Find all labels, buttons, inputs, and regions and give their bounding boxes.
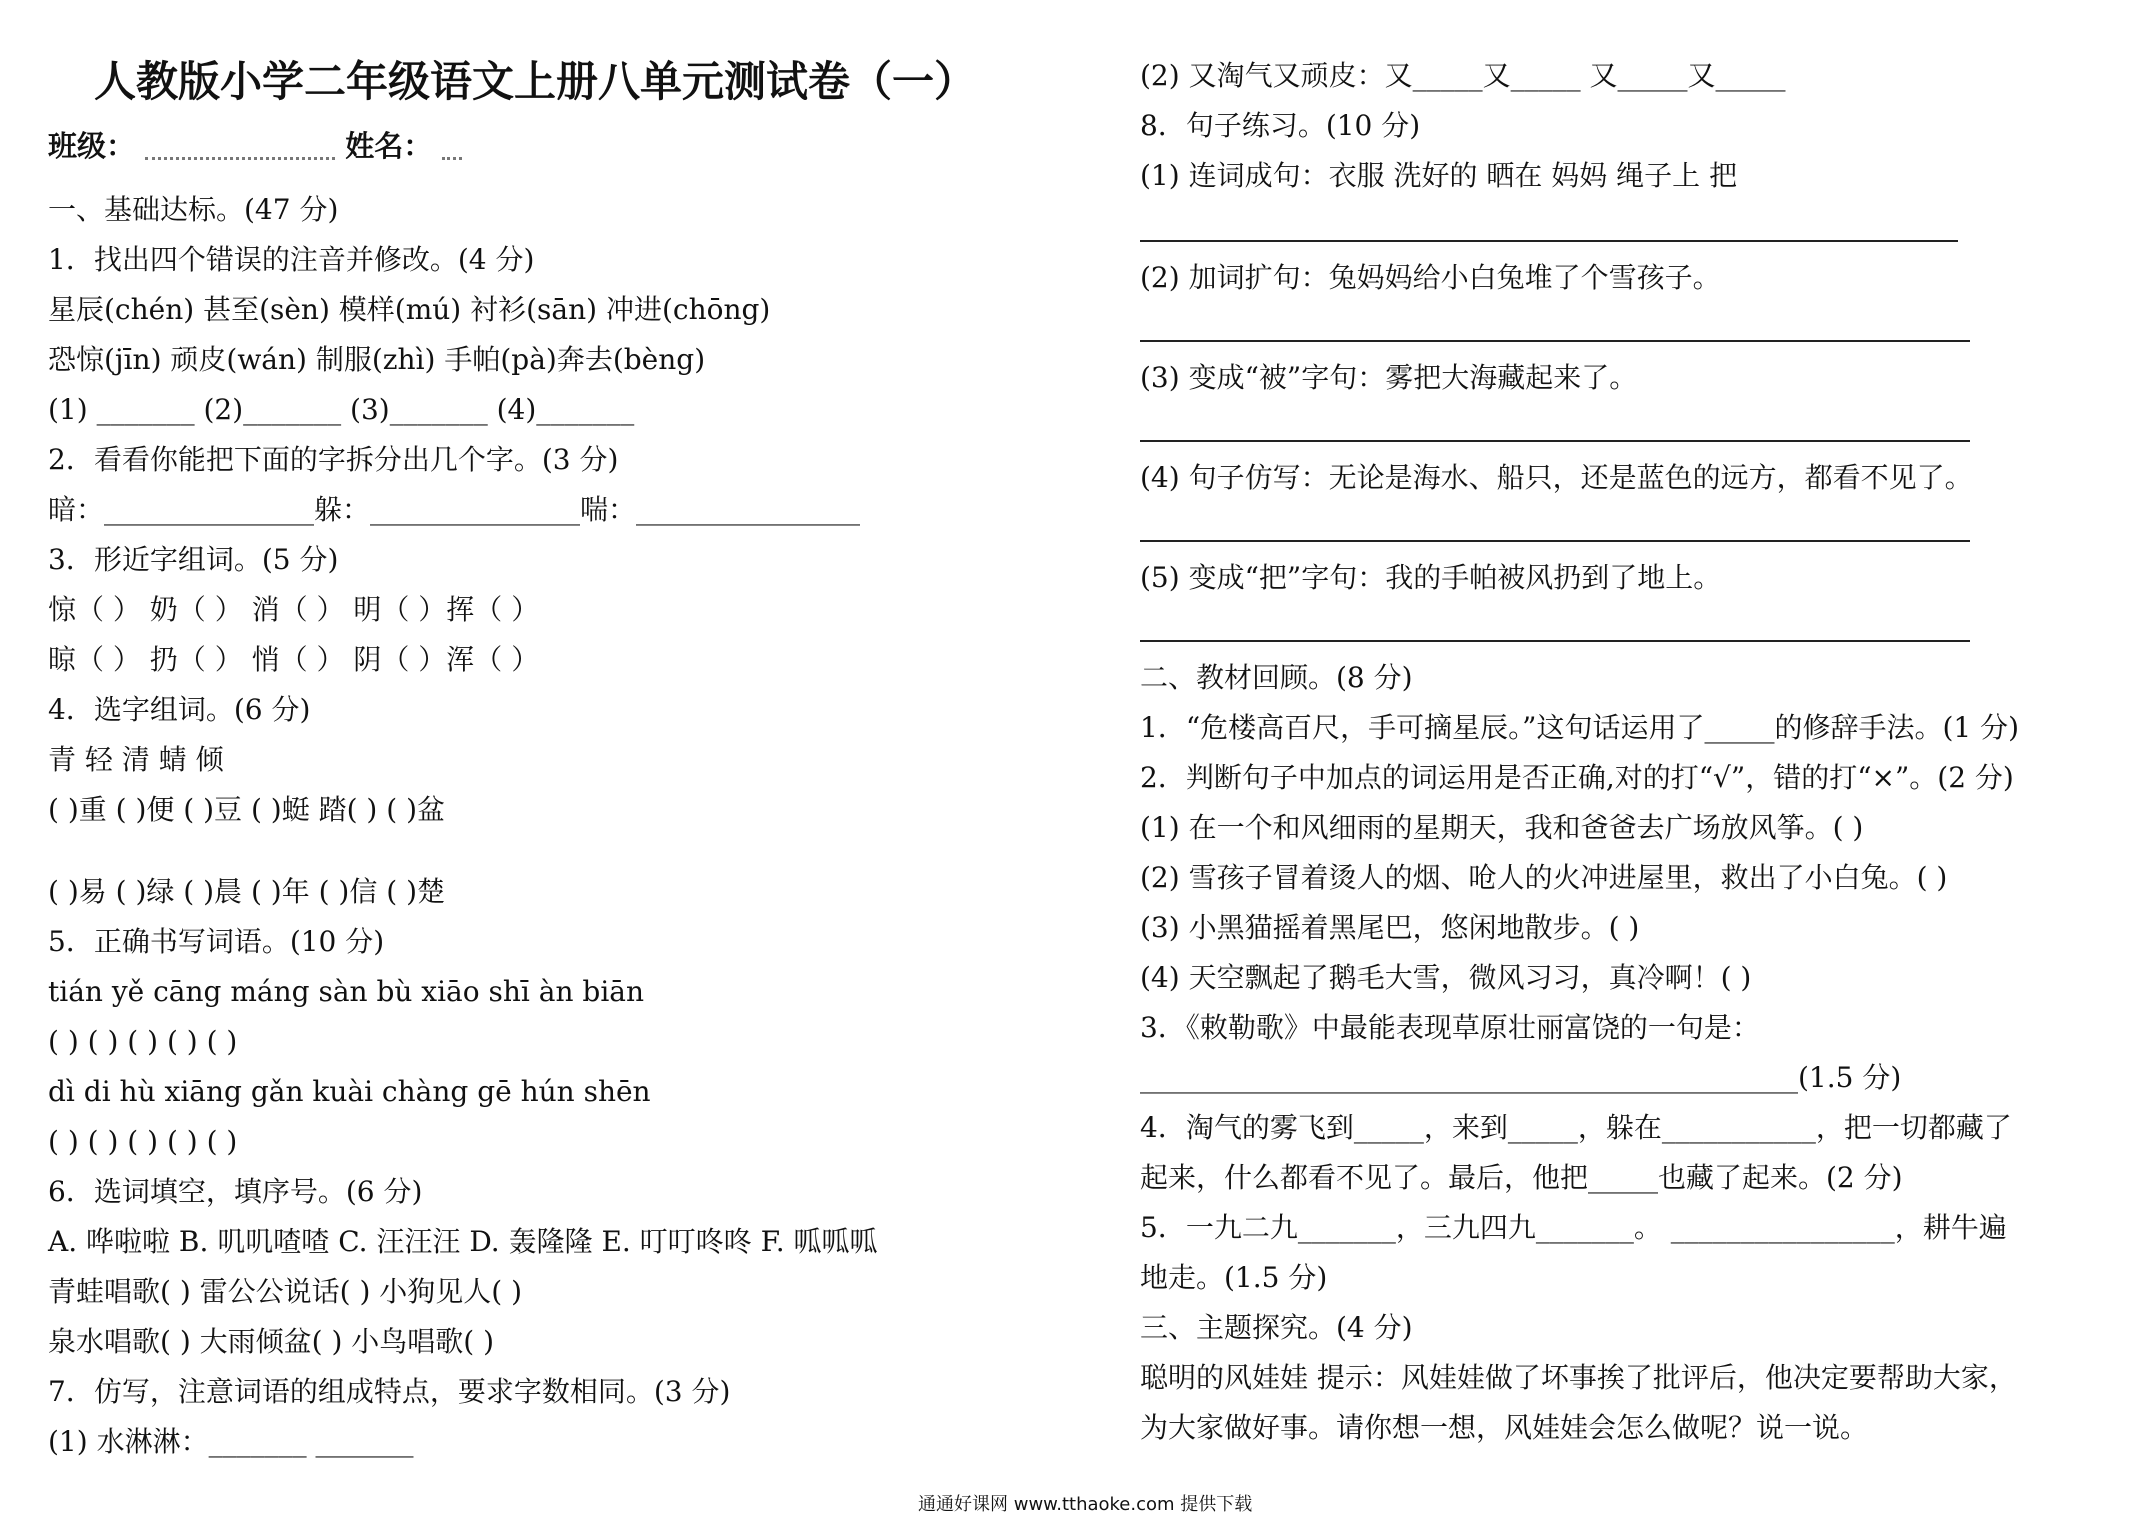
pinyin-row-2: 恐惊(jīn) 顽皮(wán) 制服(zhì) 手帕(pà)奔去(bèng): [48, 343, 706, 376]
answer-line-5[interactable]: [1140, 640, 1970, 642]
question-1: 1．找出四个错误的注音并修改。(4 分): [48, 243, 535, 276]
name-label: 姓名：: [345, 129, 433, 163]
question-6: 6．选词填空，填序号。(6 分): [48, 1175, 423, 1208]
split-chars-row[interactable]: 暗：_______________躲：_______________喘：________________: [48, 493, 861, 526]
question-2: 2．看看你能把下面的字拆分出几个字。(3 分): [48, 443, 619, 476]
imitation-row-2[interactable]: (2) 又淘气又顽皮：又_____又_____ 又_____又_____: [1140, 59, 1786, 92]
theme-prompt-1: 聪明的风娃娃 提示：风娃娃做了坏事挨了批评后，他决定要帮助大家，: [1140, 1361, 2017, 1394]
char-choices: 青 轻 清 蜻 倾: [48, 743, 224, 776]
review-5-line-1[interactable]: 5．一九二九_______，三九四九_______。 ________________，耕牛遍: [1140, 1211, 2007, 1244]
question-4: 4．选字组词。(6 分): [48, 693, 311, 726]
class-name-line: [48, 128, 462, 164]
answer-line-3[interactable]: [1140, 440, 1970, 442]
review-2: 2．判断句子中加点的词运用是否正确,对的打“√”，错的打“×”。(2 分): [1140, 761, 2014, 794]
writing-boxes-row-1[interactable]: ( ) ( ) ( ) ( ) ( ): [48, 1025, 238, 1058]
choose-row-2[interactable]: ( )易 ( )绿 ( )晨 ( )年 ( )信 ( )楚: [48, 875, 445, 908]
review-4-line-1[interactable]: 4．淘气的雾飞到_____，来到_____，躲在___________，把一切都藏了: [1140, 1111, 2012, 1144]
question-8: 8．句子练习。(10 分): [1140, 109, 1421, 142]
writing-boxes-row-2[interactable]: ( ) ( ) ( ) ( ) ( ): [48, 1125, 238, 1158]
fill-row-2[interactable]: 泉水唱歌( ) 大雨倾盆( ) 小鸟唱歌( ): [48, 1325, 495, 1358]
fill-row-1[interactable]: 青蛙唱歌( ) 雷公公说话( ) 小狗见人( ): [48, 1275, 523, 1308]
review-4-line-2[interactable]: 起来，什么都看不见了。最后，他把_____也藏了起来。(2 分): [1140, 1161, 1903, 1194]
sentence-task-3: (3) 变成“被”字句：雾把大海藏起来了。: [1140, 361, 1638, 394]
answer-line-1[interactable]: [1140, 240, 1958, 242]
class-blank[interactable]: [145, 137, 335, 160]
judge-1[interactable]: (1) 在一个和风细雨的星期天，我和爸爸去广场放风筝。( ): [1140, 811, 1864, 844]
section-theme: 三、主题探究。(4 分): [1140, 1311, 1413, 1344]
review-3: 3．《敕勒歌》中最能表现草原壮丽富饶的一句是：: [1140, 1011, 1760, 1044]
review-1[interactable]: 1．“危楼高百尺，手可摘星辰。”这句话运用了_____的修辞手法。(1 分): [1140, 711, 2020, 744]
word-options: A. 哗啦啦 B. 叽叽喳喳 C. 汪汪汪 D. 轰隆隆 E. 叮叮咚咚 F. 呱呱呱: [48, 1225, 878, 1258]
review-5-line-2: 地走。(1.5 分): [1140, 1261, 1328, 1294]
similar-chars-row-1[interactable]: 惊（ ） 奶（ ） 消（ ） 明（ ）挥（ ）: [48, 593, 540, 626]
page-title: 人教版小学二年级语文上册八单元测试卷（一）: [94, 57, 977, 106]
section-textbook: 二、教材回顾。(8 分): [1140, 661, 1413, 694]
question-5: 5．正确书写词语。(10 分): [48, 925, 385, 958]
sentence-task-4: (4) 句子仿写：无论是海水、船只，还是蓝色的远方，都看不见了。: [1140, 461, 1973, 494]
similar-chars-row-2[interactable]: 晾（ ） 扔（ ） 悄（ ） 阴（ ）浑（ ）: [48, 643, 540, 676]
footer-source: 通通好课网 www.tthaoke.com 提供下载: [918, 1494, 1253, 1515]
section-basic: 一、基础达标。(47 分): [48, 193, 339, 226]
question-3: 3．形近字组词。(5 分): [48, 543, 339, 576]
answer-line-2[interactable]: [1140, 340, 1970, 342]
question-7: 7．仿写，注意词语的组成特点，要求字数相同。(3 分): [48, 1375, 731, 1408]
judge-4[interactable]: (4) 天空飘起了鹅毛大雪，微风习习，真冷啊！( ): [1140, 961, 1752, 994]
judge-3[interactable]: (3) 小黑猫摇着黑尾巴，悠闲地散步。( ): [1140, 911, 1640, 944]
name-blank[interactable]: [442, 137, 462, 160]
sentence-task-2: (2) 加词扩句：兔妈妈给小白兔堆了个雪孩子。: [1140, 261, 1721, 294]
pinyin-words-row-1: tián yě cāng máng sàn bù xiāo shī àn biān: [48, 975, 644, 1008]
theme-prompt-2: 为大家做好事。请你想一想，风娃娃会怎么做呢？说一说。: [1140, 1411, 1869, 1444]
pinyin-words-row-2: dì di hù xiāng gǎn kuài chàng gē hún shēn: [48, 1075, 651, 1108]
imitation-row-1[interactable]: (1) 水淋淋：_______ _______: [48, 1425, 414, 1458]
sentence-task-5: (5) 变成“把”字句：我的手帕被风扔到了地上。: [1140, 561, 1722, 594]
review-3-answer[interactable]: _______________________________________________(1.5 分): [1140, 1061, 1902, 1094]
sentence-task-1: (1) 连词成句：衣服 洗好的 晒在 妈妈 绳子上 把: [1140, 159, 1738, 192]
answer-line-4[interactable]: [1140, 540, 1970, 542]
choose-row-1[interactable]: ( )重 ( )便 ( )豆 ( )蜓 踏( ) ( )盆: [48, 793, 445, 826]
class-label: 班级：: [48, 129, 136, 163]
pinyin-row-1: 星辰(chén) 甚至(sèn) 模样(mú) 衬衫(sān) 冲进(chōng): [48, 293, 771, 326]
answer-blanks[interactable]: (1) _______ (2)_______ (3)_______ (4)_______: [48, 393, 635, 426]
judge-2[interactable]: (2) 雪孩子冒着烫人的烟、呛人的火冲进屋里，救出了小白兔。( ): [1140, 861, 1948, 894]
